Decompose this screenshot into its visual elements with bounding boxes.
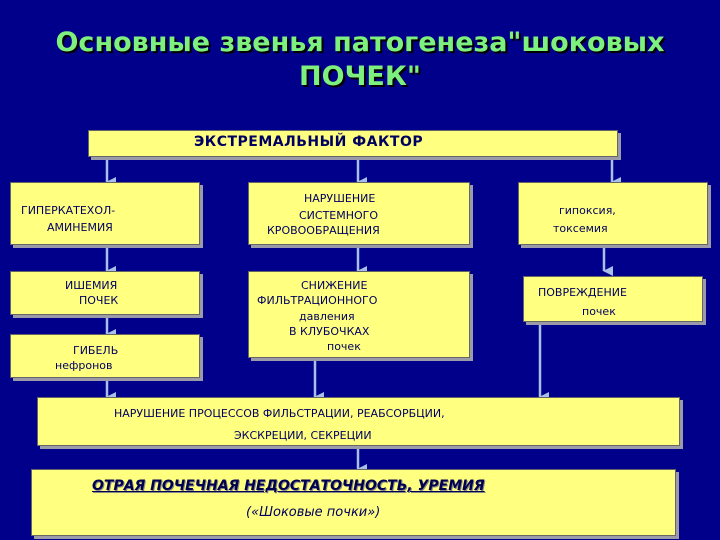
processes-line-1: НАРУШЕНИЕ ПРОЦЕССОВ ФИЛЬСТРАЦИИ, РЕАБСОРБЦИИ,	[114, 407, 445, 420]
filtration-line-4: В КЛУБОЧКАХ	[289, 325, 370, 338]
circulation-box	[248, 182, 470, 245]
processes-line-2: ЭКСКРЕЦИИ, СЕКРЕЦИИ	[234, 429, 372, 442]
final-line-2: («Шоковые почки»)	[246, 505, 381, 520]
filtration-line-3: давления	[299, 310, 355, 323]
circulation-line-3: КРОВООБРАЩЕНИЯ	[267, 224, 380, 237]
death-line-2: нефронов	[55, 359, 113, 372]
circulation-line-2: СИСТЕМНОГО	[299, 209, 379, 222]
final-line-1: ОТРАЯ ПОЧЕЧНАЯ НЕДОСТАТОЧНОСТЬ, УРЕМИЯ	[92, 478, 485, 494]
damage-box	[523, 276, 703, 322]
hypercatechol-line-1: ГИПЕРКАТЕХОЛ-	[21, 204, 116, 217]
hypoxia-box	[518, 182, 708, 245]
damage-line-2: почек	[582, 305, 616, 318]
filtration-line-1: СНИЖЕНИЕ	[301, 279, 368, 292]
filtration-line-2: ФИЛЬТРАЦИОННОГО	[257, 294, 378, 307]
processes-box	[37, 397, 680, 446]
final-outcome-box	[31, 469, 676, 536]
extreme-factor-label: ЭКСТРЕМАЛЬНЫЙ ФАКТОР	[194, 134, 424, 150]
filtration-box	[248, 271, 470, 358]
extreme-factor-box	[88, 130, 618, 157]
death-line-1: ГИБЕЛЬ	[73, 344, 119, 357]
title-line-1: Основные звенья патогенеза"шоковых	[55, 27, 665, 58]
ischemia-line-1: ИШЕМИЯ	[65, 279, 118, 292]
hypercatechol-box	[10, 182, 200, 245]
damage-line-1: ПОВРЕЖДЕНИЕ	[538, 286, 627, 299]
circulation-line-1: НАРУШЕНИЕ	[304, 192, 376, 205]
ischemia-line-2: ПОЧЕК	[79, 294, 119, 307]
ischemia-box	[10, 271, 200, 315]
hypoxia-line-1: гипоксия,	[559, 204, 616, 217]
nephron-death-box	[10, 334, 200, 378]
hypoxia-line-2: токсемия	[553, 222, 608, 235]
title-line-2: ПОЧЕК"	[299, 61, 421, 92]
filtration-line-5: почек	[327, 340, 361, 353]
hypercatechol-line-2: АМИНЕМИЯ	[47, 221, 113, 234]
